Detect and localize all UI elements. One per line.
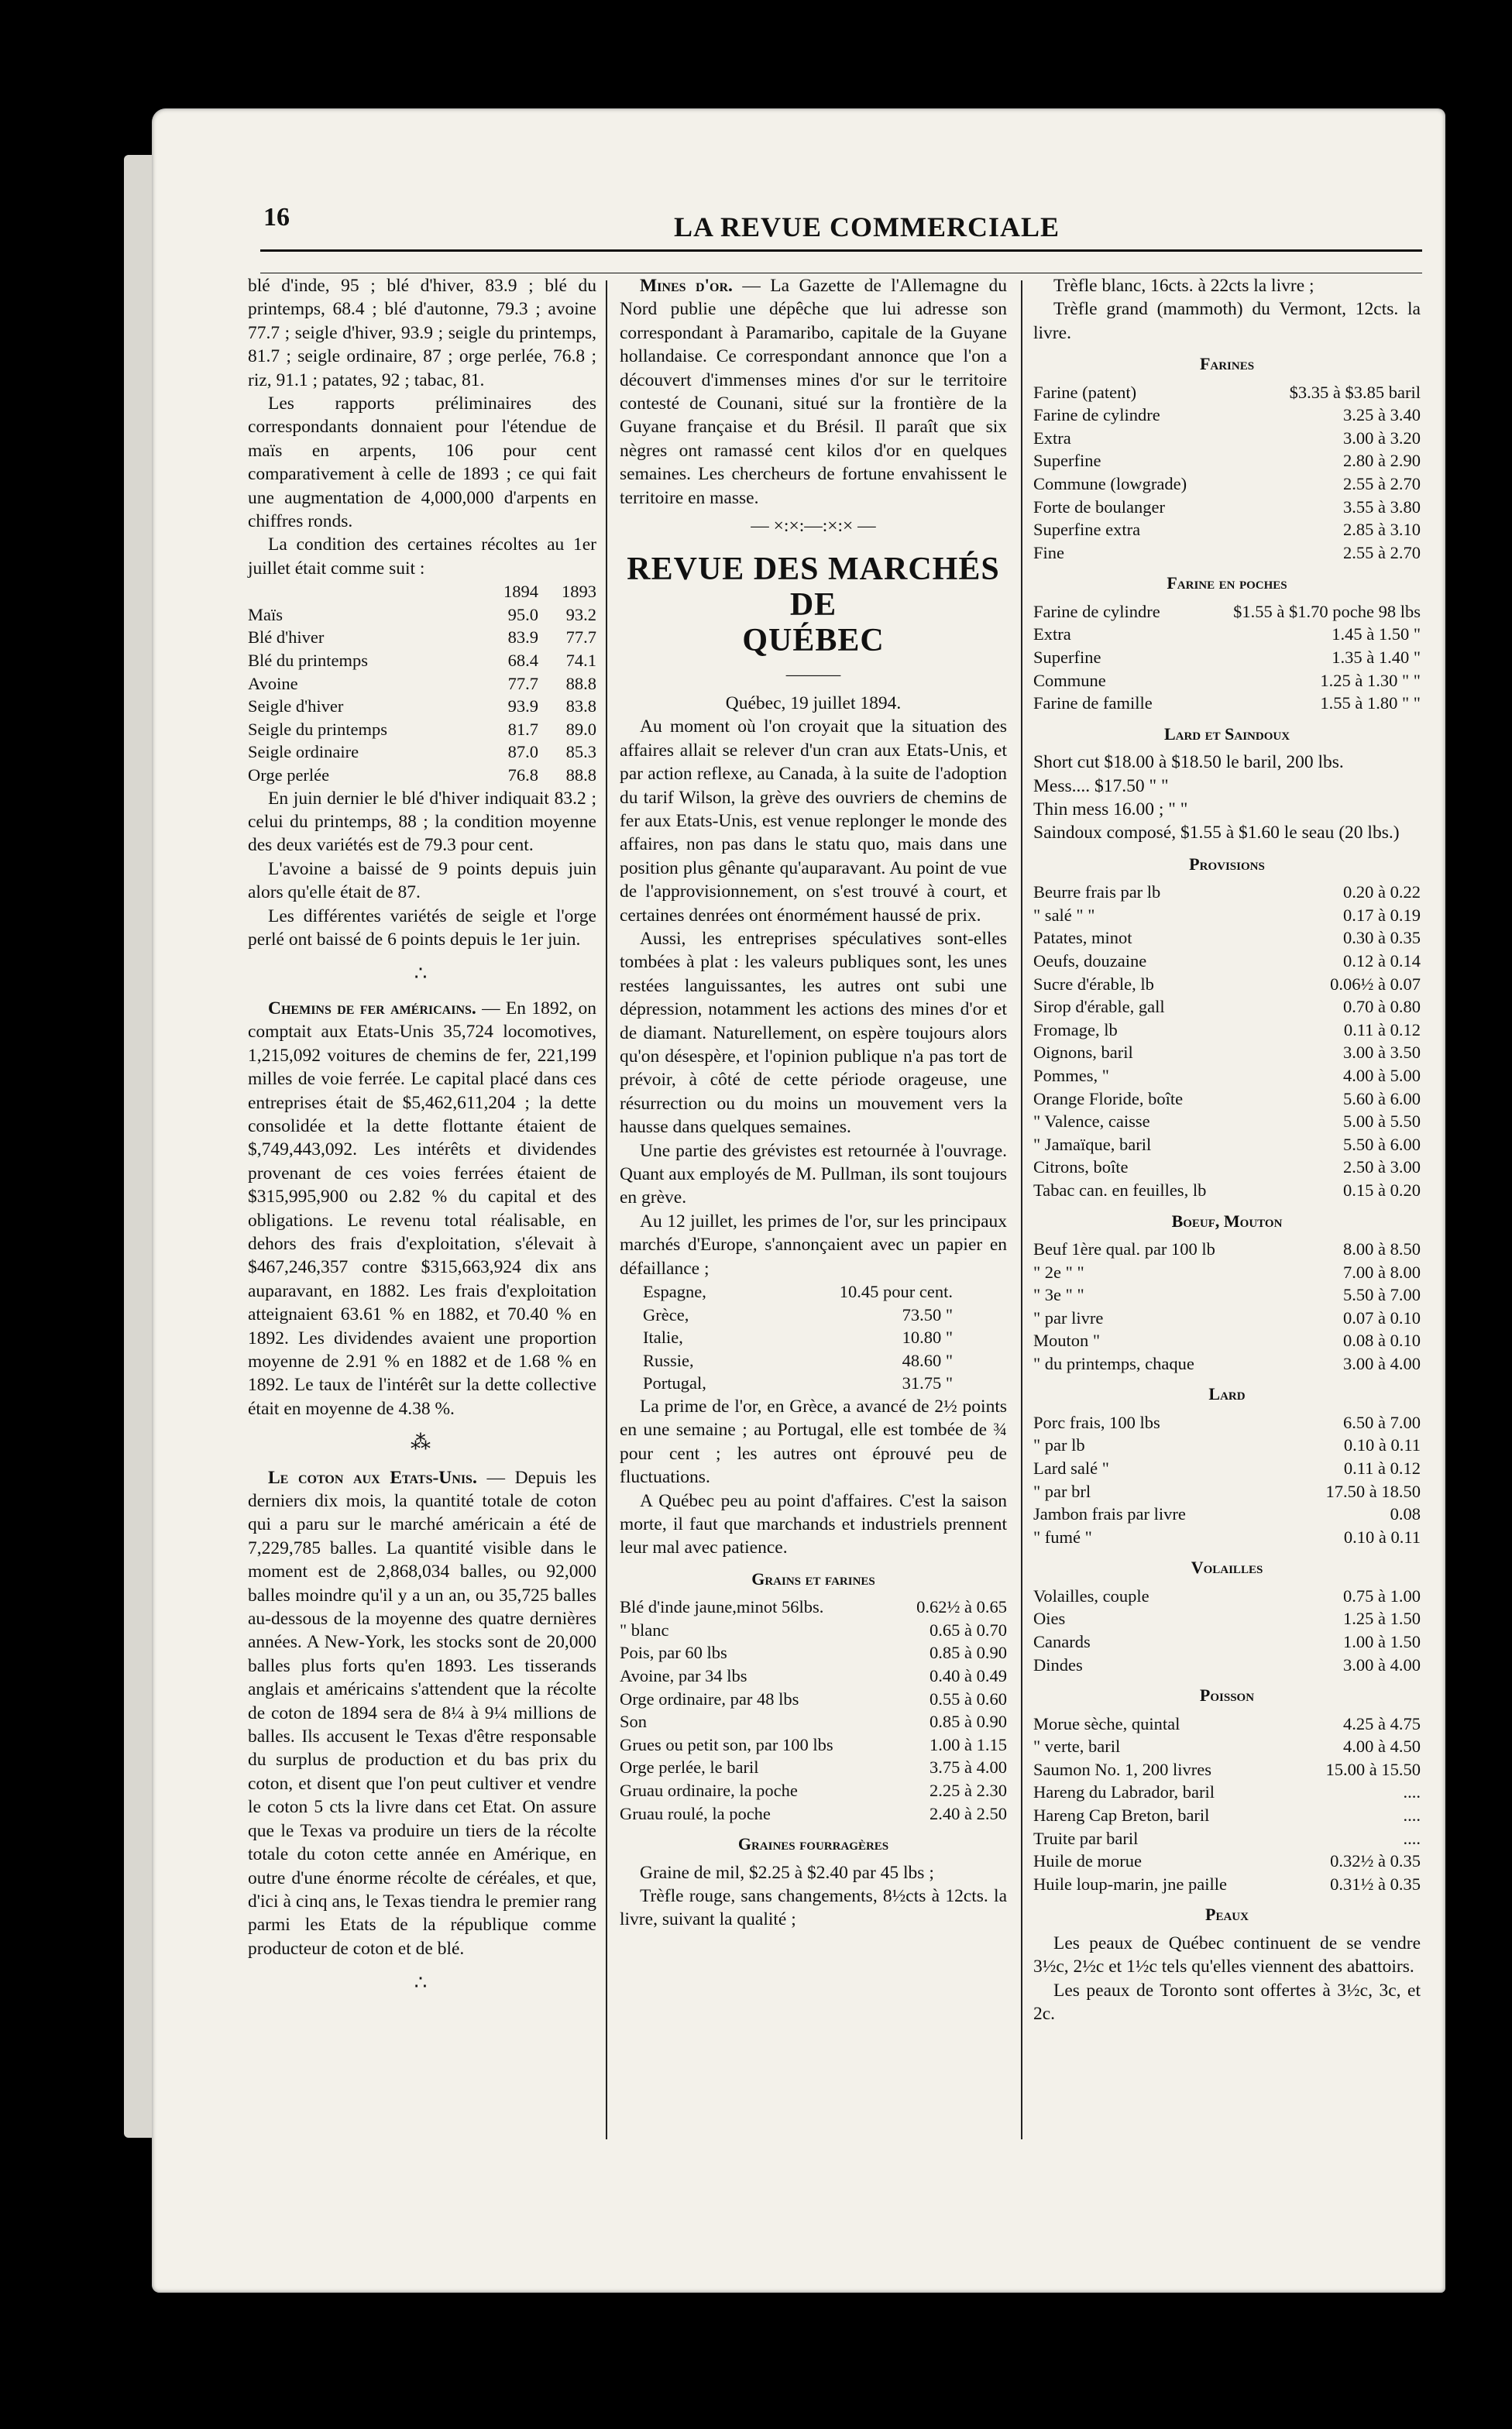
item-value: 6.50 à 7.00: [1343, 1412, 1421, 1432]
item-label: Grèce,: [643, 1304, 689, 1324]
item-value: 2.25 à 2.30: [930, 1781, 1007, 1800]
crop-row: [248, 603, 596, 627]
item-value: $3.35 à $3.85 baril: [1289, 382, 1421, 402]
price-row: [1033, 427, 1421, 450]
item-label: Dindes: [1033, 1654, 1083, 1675]
item-value: 2.80 à 2.90: [1343, 451, 1421, 471]
price-row: [1033, 1133, 1421, 1156]
item-label: Huile de morue: [1033, 1851, 1142, 1871]
item-label: Extra: [1033, 428, 1071, 448]
flour-bag-price-table: [1033, 600, 1421, 715]
item-value: 1.35 à 1.40 ": [1332, 647, 1421, 667]
item-label: Russie,: [643, 1350, 694, 1370]
paragraph: Une partie des grévistes est retournée à l'ouvrage. Quant aux employés de M. Pullman, ils sont toujours en grève.: [620, 1140, 1007, 1208]
section-title: Lard: [1208, 1384, 1246, 1404]
item-label: Lard salé ": [1033, 1458, 1109, 1479]
item-label: " Valence, caisse: [1033, 1111, 1150, 1132]
pork-price-table: [1033, 1411, 1421, 1549]
price-row: [1033, 1758, 1421, 1781]
item-value: 3.00 à 3.20: [1343, 428, 1421, 448]
item-label: " fumé ": [1033, 1527, 1092, 1547]
item-value: 1.25 à 1.50: [1343, 1609, 1421, 1629]
item-value: 1.55 à 1.80 " ": [1320, 693, 1421, 713]
price-row: [1033, 692, 1421, 715]
poultry-price-table: [1033, 1585, 1421, 1676]
paragraph: En juin dernier le blé d'hiver indiquait 83.2 ; celui du printemps, 88 ; la condition moyenne des deux variétés est de 79.3 pour cent.: [248, 788, 596, 856]
gold-row: [643, 1304, 953, 1327]
item-value: 0.15 à 0.20: [1343, 1180, 1421, 1200]
heading-line: REVUE DES MARCHÉS DE: [627, 551, 1000, 624]
item-value: 8.00 à 8.50: [1343, 1239, 1421, 1259]
item-label: Oies: [1033, 1609, 1066, 1629]
article-text: — La Gazette de l'Allemagne du Nord publie une dépêche que lui adresse son correspondant à Paramaribo, capitale de la Guyane hollandaise. Ce correspondant annonce que l'on a découvert d'immenses mines d'or sur le territoire contesté de Counani, situé sur la frontière de la Guyane française et du Brésil. Il paraît que six nègres ont ramassé cent kilos d'or en quelques semaines. Les chercheurs de fortune envahissent le territoire en masse.: [620, 276, 1007, 508]
item-label: Seigle du printemps: [248, 719, 387, 739]
price-row: [1033, 1607, 1421, 1630]
paragraph: La prime de l'or, en Grèce, a avancé de 2½ points en une semaine ; au Portugal, elle est tombée de ¾ pour cent ; les autres ont éprouvé peu de fluctuations.: [620, 1397, 1007, 1488]
column-2: [620, 274, 1007, 1932]
item-label: Seigle ordinaire: [248, 742, 359, 762]
item-value: 83.8: [565, 696, 596, 716]
paragraph: Au moment où l'on croyait que la situation des affaires allait se relever d'un cran aux Etats-Unis, et par action reflexe, au Canada, à la suite de l'adoption du tarif Wilson, la grève des ouvriers de chemins de fer aux Etats-Unis, est venue replonger le monde des affaires, non pas dans le statu quo, mais dans une position plus gênante qu'auparavant. Au point de vue de l'approvisionnement, on s'est trouvé à court, et certaines denrées ont énormément haussé de prix.: [620, 716, 1007, 926]
item-label: Orange Floride, boîte: [1033, 1088, 1184, 1108]
beef-price-table: [1033, 1238, 1421, 1376]
price-row: [1033, 1804, 1421, 1827]
price-row: [1033, 1526, 1421, 1549]
item-value: 4.00 à 4.50: [1343, 1737, 1421, 1757]
item-value: 3.25 à 3.40: [1343, 405, 1421, 425]
item-value: 10.45 pour cent.: [839, 1282, 953, 1302]
price-row: [1033, 646, 1421, 669]
price-row: [1033, 1434, 1421, 1457]
fish-price-table: [1033, 1713, 1421, 1896]
item-label: Tabac can. en feuilles, lb: [1033, 1180, 1207, 1200]
item-value: ....: [1403, 1805, 1421, 1825]
item-value: 1.00 à 1.50: [1343, 1632, 1421, 1652]
price-row: [1033, 496, 1421, 519]
item-value: ....: [1403, 1782, 1421, 1802]
item-value: 0.11 à 0.12: [1343, 1019, 1421, 1039]
item-label: Hareng du Labrador, baril: [1033, 1782, 1215, 1802]
price-row: [1033, 1585, 1421, 1608]
heading-line: QUÉBEC: [742, 623, 885, 659]
price-row: [620, 1733, 1007, 1757]
price-row: [620, 1596, 1007, 1619]
price-row: [1033, 1480, 1421, 1503]
price-row: [1033, 518, 1421, 541]
price-row: [1033, 1352, 1421, 1376]
item-label: Truite par baril: [1033, 1828, 1139, 1848]
gold-row: [643, 1372, 953, 1395]
item-label: Patates, minot: [1033, 928, 1132, 948]
item-label: Avoine, par 34 lbs: [620, 1666, 747, 1686]
price-row: [1033, 1329, 1421, 1352]
item-label: Blé du printemps: [248, 651, 368, 671]
section-heading: [620, 551, 1007, 658]
item-value: 48.60 ": [902, 1350, 953, 1370]
section-title: Provisions: [1189, 854, 1265, 874]
divider: ———: [785, 665, 841, 685]
section-title: Farine en poches: [1167, 573, 1287, 593]
item-value: 0.40 à 0.49: [930, 1666, 1007, 1686]
section-title: Graines fourragères: [737, 1834, 889, 1854]
item-label: Beurre frais par lb: [1033, 882, 1161, 902]
item-value: 77.7: [507, 673, 538, 693]
item-label: Espagne,: [643, 1282, 706, 1302]
crop-row: [248, 695, 596, 718]
column-3: [1033, 274, 1421, 2025]
item-label: " verte, baril: [1033, 1737, 1121, 1757]
publication-title: LA REVUE COMMERCIALE: [674, 211, 1060, 242]
item-value: 2.55 à 2.70: [1343, 474, 1421, 493]
price-row: [1033, 973, 1421, 996]
item-label: Farine de cylindre: [1033, 405, 1160, 425]
item-label: " Jamaïque, baril: [1033, 1134, 1152, 1154]
item-value: 0.20 à 0.22: [1343, 882, 1421, 902]
item-label: Fine: [1033, 542, 1065, 562]
item-label: Huile loup-marin, jne paille: [1033, 1874, 1227, 1894]
column-divider-2: [1021, 280, 1022, 2139]
item-value: 0.10 à 0.11: [1343, 1527, 1421, 1547]
item-value: 2.50 à 3.00: [1343, 1157, 1421, 1177]
price-row: [1033, 950, 1421, 973]
item-value: 0.55 à 0.60: [930, 1689, 1007, 1709]
crop-row: [248, 626, 596, 649]
item-label: Superfine: [1033, 451, 1101, 471]
gold-row: [643, 1280, 953, 1304]
item-value: 17.50 à 18.50: [1325, 1481, 1421, 1501]
item-value: 1.25 à 1.30 " ": [1320, 670, 1421, 690]
year-header: 1893: [562, 582, 596, 602]
ornament: — ×:×:—:×:× —: [751, 516, 876, 537]
item-value: 73.50 ": [902, 1304, 953, 1324]
price-row: [1033, 1238, 1421, 1261]
column-divider-1: [606, 280, 607, 2139]
paragraph: Les différentes variétés de seigle et l'orge perlé ont baissé de 6 points depuis le 1er juin.: [248, 905, 596, 950]
dateline: Québec, 19 juillet 1894.: [725, 692, 902, 713]
paragraph: Trèfle rouge, sans changements, 8½cts à 12cts. la livre, suivant la qualité ;: [620, 1886, 1007, 1930]
section-title: Poisson: [1199, 1685, 1255, 1706]
item-value: 95.0: [507, 604, 538, 624]
price-row: [1033, 1087, 1421, 1111]
item-value: 93.9: [507, 696, 538, 716]
price-row: [1033, 1781, 1421, 1804]
item-label: Pommes, ": [1033, 1065, 1109, 1085]
price-row: [1033, 1110, 1421, 1133]
price-line: Saindoux composé, $1.55 à $1.60 le seau (20 lbs.): [1033, 823, 1400, 843]
section-title: Peaux: [1205, 1905, 1249, 1925]
item-value: 87.0: [507, 742, 538, 762]
crop-condition-table: [248, 580, 596, 786]
column-1: [248, 274, 596, 2006]
item-value: ....: [1403, 1828, 1421, 1848]
price-row: [1033, 1873, 1421, 1896]
item-value: 85.3: [565, 742, 596, 762]
item-label: Beuf 1ère qual. par 100 lb: [1033, 1239, 1215, 1259]
item-value: 1.45 à 1.50 ": [1332, 624, 1421, 644]
article-title: Mines d'or.: [640, 276, 733, 296]
ornament: ∴: [414, 962, 431, 985]
item-value: 89.0: [565, 719, 596, 739]
price-row: [1033, 1411, 1421, 1434]
item-value: 83.9: [507, 627, 538, 648]
paragraph: Trèfle grand (mammoth) du Vermont, 12cts. la livre.: [1033, 299, 1421, 343]
item-label: Grues ou petit son, par 100 lbs: [620, 1734, 833, 1754]
item-value: 0.31½ à 0.35: [1330, 1874, 1421, 1894]
paragraph: Au 12 juillet, les primes de l'or, sur les principaux marchés d'Europe, s'annonçaient avec un papier en défaillance ;: [620, 1211, 1007, 1279]
item-value: 3.75 à 4.00: [930, 1757, 1007, 1778]
item-label: Saumon No. 1, 200 livres: [1033, 1759, 1211, 1779]
price-row: [1033, 1457, 1421, 1480]
price-row: [1033, 623, 1421, 646]
section-title: Boeuf, Mouton: [1171, 1211, 1283, 1231]
item-label: Mouton ": [1033, 1331, 1101, 1351]
price-row: [1033, 541, 1421, 565]
item-label: Blé d'hiver: [248, 627, 325, 648]
item-value: 0.85 à 0.90: [930, 1712, 1007, 1732]
section-title: Lard et Saindoux: [1163, 723, 1290, 744]
item-label: Avoine: [248, 673, 298, 693]
price-row: [1033, 472, 1421, 496]
item-value: 0.32½ à 0.35: [1330, 1851, 1421, 1871]
paragraph: La condition des certaines récoltes au 1er juillet était comme suit :: [248, 534, 596, 579]
price-row: [1033, 600, 1421, 624]
item-label: Porc frais, 100 lbs: [1033, 1412, 1160, 1432]
item-label: Extra: [1033, 624, 1071, 644]
item-value: 2.55 à 2.70: [1343, 542, 1421, 562]
price-row: [1033, 449, 1421, 472]
item-label: Jambon frais par livre: [1033, 1504, 1186, 1524]
item-value: 0.08 à 0.10: [1343, 1331, 1421, 1351]
price-row: [620, 1665, 1007, 1688]
item-value: 2.40 à 2.50: [930, 1803, 1007, 1823]
price-row: [1033, 1019, 1421, 1042]
item-value: 3.00 à 4.00: [1343, 1654, 1421, 1675]
grains-price-table: [620, 1596, 1007, 1825]
item-value: 5.00 à 5.50: [1343, 1111, 1421, 1132]
item-label: Oignons, baril: [1033, 1043, 1133, 1063]
paragraph: L'avoine a baissé de 9 points depuis juin alors qu'elle était de 87.: [248, 858, 596, 903]
item-value: 2.85 à 3.10: [1343, 520, 1421, 540]
item-value: 4.25 à 4.75: [1343, 1713, 1421, 1733]
price-row: [620, 1756, 1007, 1779]
item-label: " par lb: [1033, 1435, 1085, 1455]
article-text: — Depuis les derniers dix mois, la quantité totale de coton qui a paru sur le marché américain a été de 7,229,785 balles. La quantité visible dans le moment est de 2,868,034 balles, ou 92,000 balles moindre qu'il y a un an, ou 35,725 balles au-dessous de la moyenne des quatre dernières années. A New-York, les stocks sont de 20,000 balles plus forts qu'en 1893. Les tisserands anglais et américains s'attendent que la récolte de coton de 1894 sera de 8¼ à 9¼ millions de balles. Ils accusent le Texas d'être responsable du surplus de production et du bas prix du coton, et disent que l'on peut cultiver et vendre le coton 5 cts la livre dans cet Etat. On assure que le Texas va produire un tiers de la récolte totale du coton cette année en Amérique, en outre d'une énorme récolte de céréales, et que, d'ici à cinq ans, le Texas tiendra le premier rang parmi les Etats de la république comme producteur de coton et de blé.: [248, 1467, 597, 1959]
item-label: Farine (patent): [1033, 382, 1137, 402]
item-label: " 2e " ": [1033, 1262, 1084, 1282]
price-row: [1033, 1630, 1421, 1654]
item-label: Orge perlée, le baril: [620, 1757, 759, 1778]
price-row: [1033, 1307, 1421, 1330]
price-row: [620, 1710, 1007, 1733]
paragraph: Graine de mil, $2.25 à $2.40 par 45 lbs ;: [640, 1862, 934, 1883]
item-value: 0.62½ à 0.65: [916, 1597, 1007, 1617]
item-value: 77.7: [565, 627, 596, 648]
item-value: 0.17 à 0.19: [1343, 905, 1421, 925]
intro-paragraph: blé d'inde, 95 ; blé d'hiver, 83.9 ; blé du printemps, 68.4 ; blé d'autonne, 79.3 ; avoine 77.7 ; seigle d'hiver, 93.9 ; seigle du printemps, 81.7 ; seigle ordinaire, 87 ; orge perlée, 76.8 ; riz, 91.1 ; patates, 92 ; tabac, 81.: [248, 276, 596, 390]
item-label: Commune: [1033, 670, 1106, 690]
price-line: Mess.... $17.50 " ": [1033, 775, 1169, 796]
price-row: [1033, 1283, 1421, 1307]
item-value: 0.70 à 0.80: [1343, 997, 1421, 1017]
item-label: Oeufs, douzaine: [1033, 950, 1147, 971]
crop-row: [248, 672, 596, 696]
price-row: [1033, 1654, 1421, 1677]
price-row: [1033, 995, 1421, 1019]
price-row: [1033, 1850, 1421, 1873]
item-label: Farine de famille: [1033, 693, 1153, 713]
item-value: 1.00 à 1.15: [930, 1734, 1007, 1754]
item-value: 5.50 à 7.00: [1343, 1285, 1421, 1305]
crop-row: [248, 740, 596, 764]
paragraph: A Québec peu au point d'affaires. C'est la saison morte, il faut que marchands et industriels prennent leur mal avec patience.: [620, 1490, 1007, 1558]
price-row: [1033, 926, 1421, 950]
article-title: Chemins de fer américains.: [268, 998, 476, 1019]
ink-blot: [1410, 28, 1479, 74]
price-row: [620, 1802, 1007, 1826]
item-label: Orge ordinaire, par 48 lbs: [620, 1689, 799, 1709]
item-value: 0.07 à 0.10: [1343, 1307, 1421, 1328]
item-value: 76.8: [507, 765, 538, 785]
item-label: " par brl: [1033, 1481, 1091, 1501]
price-row: [1033, 1156, 1421, 1179]
item-label: Forte de boulanger: [1033, 496, 1165, 517]
item-value: 0.10 à 0.11: [1343, 1435, 1421, 1455]
item-value: 3.00 à 3.50: [1343, 1043, 1421, 1063]
item-label: Gruau ordinaire, la poche: [620, 1781, 798, 1800]
item-label: Seigle d'hiver: [248, 696, 344, 716]
price-row: [1033, 1041, 1421, 1064]
price-row: [1033, 1503, 1421, 1526]
item-value: 74.1: [565, 651, 596, 671]
item-label: Farine de cylindre: [1033, 601, 1160, 621]
article-title: Le coton aux Etats-Unis.: [268, 1467, 477, 1488]
price-row: [1033, 904, 1421, 927]
crop-row: [248, 718, 596, 741]
item-value: 31.75 ": [902, 1373, 953, 1393]
item-label: Blé d'inde jaune,minot 56lbs.: [620, 1597, 824, 1617]
price-line: Short cut $18.00 à $18.50 le baril, 200 lbs.: [1033, 752, 1344, 773]
page-number: 16: [263, 203, 290, 232]
item-label: Citrons, boîte: [1033, 1157, 1129, 1177]
paragraph: Les peaux de Québec continuent de se vendre 3½c, 2½c et 1½c tels qu'elles viennent des abattoirs.: [1033, 1933, 1421, 1977]
crop-row: [248, 649, 596, 672]
price-row: [1033, 1827, 1421, 1850]
item-label: Son: [620, 1712, 648, 1732]
price-row: [1033, 1179, 1421, 1202]
gold-row: [643, 1349, 953, 1373]
item-value: 88.8: [565, 673, 596, 693]
gold-premium-table: [643, 1280, 953, 1395]
item-label: " du printemps, chaque: [1033, 1353, 1194, 1373]
item-value: 88.8: [565, 765, 596, 785]
paragraph: Aussi, les entreprises spéculatives sont-elles tombées à plat : les valeurs publiques sont, les unes restées languissantes, les autres ont subi une dépression, notamment les actions des mines d'or et de diamant. Naturellement, on espère toujours alors qu'on désespère, et l'opinion publique n'a pas tort de prévoir, à côté de cette période orageuse, une résurrection ou du moins un mouvement vers la hausse dans quelques semaines.: [620, 928, 1007, 1138]
item-value: 68.4: [507, 651, 538, 671]
section-title: Farines: [1199, 354, 1255, 374]
header-rule: [260, 249, 1422, 252]
price-row: [1033, 1735, 1421, 1758]
price-row: [1033, 404, 1421, 427]
item-label: Maïs: [248, 604, 283, 624]
item-label: Morue sèche, quintal: [1033, 1713, 1180, 1733]
item-value: 3.55 à 3.80: [1343, 496, 1421, 517]
item-value: 7.00 à 8.00: [1343, 1262, 1421, 1282]
ornament: ⁂: [411, 1431, 434, 1455]
item-label: " salé " ": [1033, 905, 1095, 925]
paragraph: Les rapports préliminaires des correspondants donnaient pour l'étendue de maïs en arpents, 106 pour cent comparativement à celle de 1893 ; ce qui fait une augmentation de 4,000,000 d'arpents en chiffres ronds.: [248, 393, 596, 532]
item-label: Hareng Cap Breton, baril: [1033, 1805, 1210, 1825]
item-value: 5.50 à 6.00: [1343, 1134, 1421, 1154]
item-value: 4.00 à 5.00: [1343, 1065, 1421, 1085]
item-label: Superfine extra: [1033, 520, 1141, 540]
item-label: Italie,: [643, 1328, 683, 1348]
gold-row: [643, 1326, 953, 1349]
item-value: 0.06½ à 0.07: [1330, 974, 1421, 994]
item-value: 5.60 à 6.00: [1343, 1088, 1421, 1108]
item-value: 0.65 à 0.70: [930, 1620, 1007, 1640]
item-label: Volailles, couple: [1033, 1586, 1149, 1606]
price-row: [1033, 1713, 1421, 1736]
price-row: [620, 1619, 1007, 1642]
item-label: " blanc: [620, 1620, 669, 1640]
price-row: [1033, 1261, 1421, 1284]
item-label: " 3e " ": [1033, 1285, 1084, 1305]
article-text: — En 1892, on comptait aux Etats-Unis 35,724 locomotives, 1,215,092 voitures de chemins de fer, 221,199 milles de voie ferrée. Le capital placé dans ces entreprises était de $5,462,611,204 ; la dette consolidée et la dette flottante étaient de $,749,443,092. Les intérêts et dividendes provenant de ces voies ferrées étaient de $315,995,900 ou 2.82 % du capital et des obligations. Le revenu total réalisable, en dehors des frais d'exploitation, s'élevait à $467,246,357 contre $315,663,924 dix ans auparavant, en 1882. Les frais d'exploitation atteignaient 63.61 % en 1882, et 70.40 % en 1892. Les dividendes avaient une proportion moyenne de 2.91 % en 1882 et de 1.68 % en 1892. Le taux de l'intérêt sur la dette collective était en moyenne de 4.38 %.: [248, 998, 597, 1419]
crop-row: [248, 764, 596, 787]
ornament: ∴: [414, 1971, 431, 1994]
item-value: 0.30 à 0.35: [1343, 928, 1421, 948]
paragraph: Les peaux de Toronto sont offertes à 3½c, 3c, et 2c.: [1033, 1980, 1421, 2024]
flour-price-table: [1033, 381, 1421, 565]
section-title: Grains et farines: [751, 1568, 875, 1589]
item-label: Sucre d'érable, lb: [1033, 974, 1154, 994]
price-row: [1033, 381, 1421, 404]
item-value: 93.2: [565, 604, 596, 624]
item-value: 0.11 à 0.12: [1343, 1458, 1421, 1479]
price-row: [620, 1641, 1007, 1665]
item-label: Sirop d'érable, gall: [1033, 997, 1165, 1017]
item-value: 15.00 à 15.50: [1325, 1759, 1421, 1779]
item-label: Pois, par 60 lbs: [620, 1643, 727, 1663]
price-row: [620, 1688, 1007, 1711]
item-label: Superfine: [1033, 647, 1101, 667]
item-value: 3.00 à 4.00: [1343, 1353, 1421, 1373]
item-value: 10.80 ": [902, 1328, 953, 1348]
item-label: " par livre: [1033, 1307, 1104, 1328]
item-value: $1.55 à $1.70 poche 98 lbs: [1233, 601, 1421, 621]
item-label: Portugal,: [643, 1373, 706, 1393]
price-line: Thin mess 16.00 ; " ": [1033, 799, 1188, 819]
item-label: Commune (lowgrade): [1033, 474, 1187, 493]
item-label: Fromage, lb: [1033, 1019, 1118, 1039]
section-title: Volailles: [1191, 1558, 1263, 1578]
paragraph: Trèfle blanc, 16cts. à 22cts la livre ;: [1053, 276, 1314, 296]
price-row: [1033, 881, 1421, 904]
item-label: Orge perlée: [248, 765, 330, 785]
item-label: Gruau roulé, la poche: [620, 1803, 771, 1823]
item-value: 0.75 à 1.00: [1343, 1586, 1421, 1606]
provisions-price-table: [1033, 881, 1421, 1201]
year-header: 1894: [503, 582, 538, 602]
price-row: [1033, 1064, 1421, 1087]
item-value: 0.08: [1390, 1504, 1421, 1524]
price-row: [620, 1779, 1007, 1802]
price-row: [1033, 669, 1421, 692]
item-value: 0.12 à 0.14: [1343, 950, 1421, 971]
item-value: 0.85 à 0.90: [930, 1643, 1007, 1663]
item-label: Canards: [1033, 1632, 1091, 1652]
item-value: 81.7: [507, 719, 538, 739]
